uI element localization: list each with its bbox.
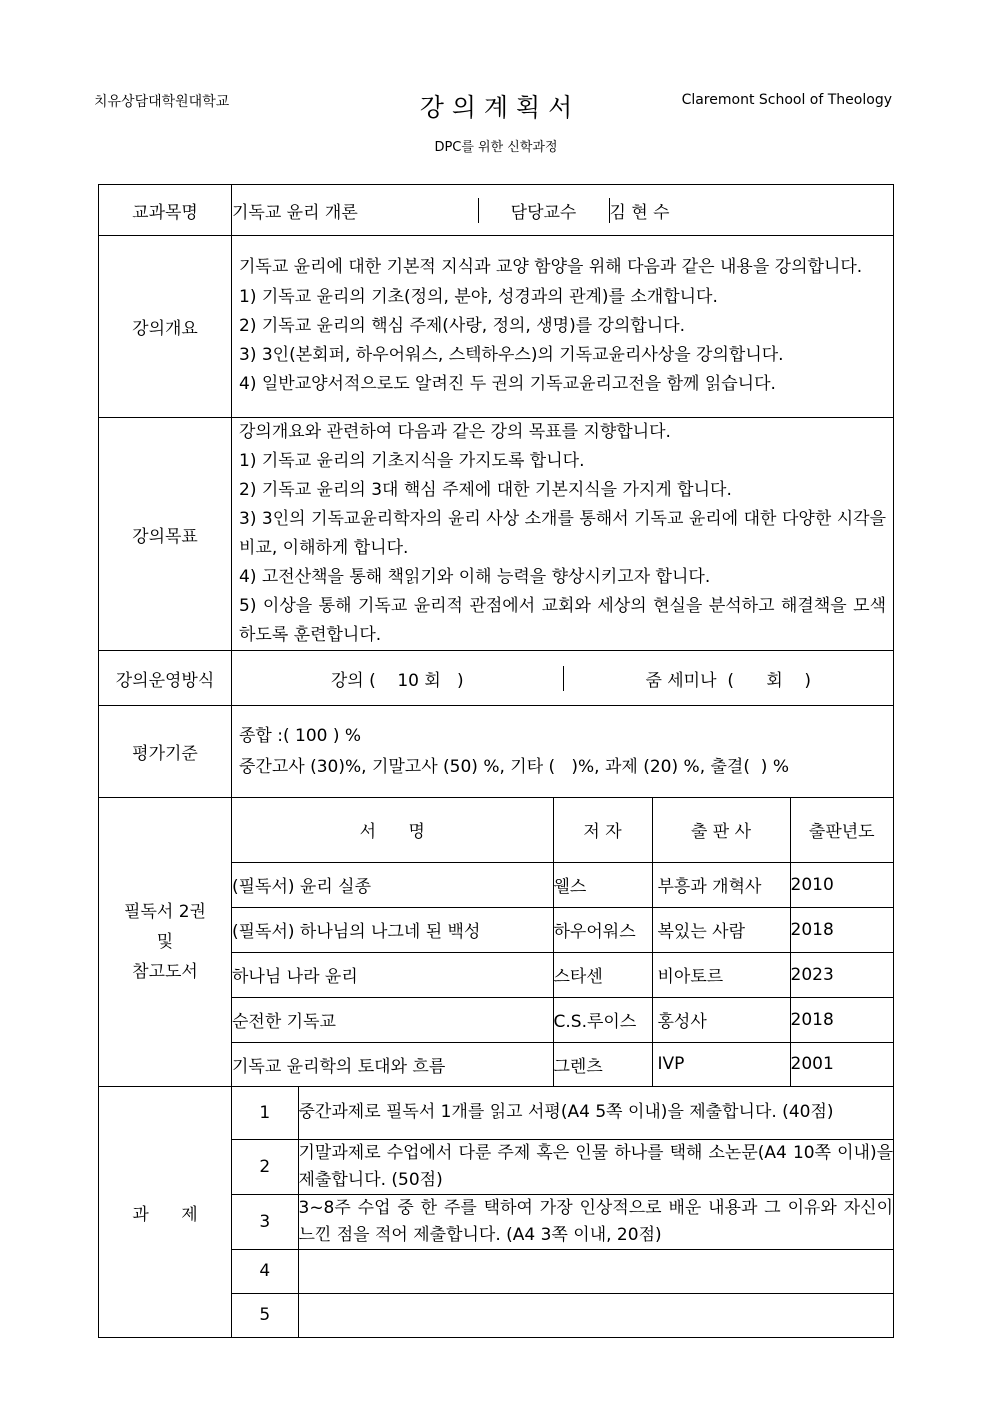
page-title: 강 의 계 획 서 [419, 93, 573, 122]
school-name: 치유상담대학원대학교 [94, 94, 230, 110]
table-row [232, 952, 893, 997]
lecture-count: 강의 ( 10 회 ) [232, 666, 563, 691]
books-header-author: 저 자 [553, 798, 652, 862]
book-author: 하우어워스 [553, 907, 652, 952]
overview-label: 강의개요 [99, 236, 232, 418]
professor-label: 담당교수 [478, 198, 609, 223]
book-publisher: 비아토르 [652, 952, 790, 997]
assignment-text [298, 1249, 893, 1293]
method-row [232, 666, 893, 691]
table-row [232, 1087, 893, 1139]
overview-content [232, 250, 893, 402]
assignment-number: 1 [232, 1087, 298, 1139]
book-title: (필독서) 하나님의 나그네 된 백성 [232, 907, 553, 952]
goals-intro: 강의개요와 관련하여 다음과 같은 강의 목표를 지향합니다. [239, 422, 671, 442]
evaluation-label: 평가기준 [99, 706, 232, 798]
book-year: 2023 [790, 952, 893, 997]
book-title: (필독서) 윤리 실종 [232, 862, 553, 907]
books-table [232, 798, 893, 1086]
book-year: 2001 [790, 1042, 893, 1086]
book-publisher: IVP [652, 1042, 790, 1086]
table-row [232, 1194, 893, 1249]
assignments-label: 과 제 [99, 1087, 232, 1338]
assignment-text [298, 1293, 893, 1337]
table-row [232, 1139, 893, 1194]
course-info-row [232, 198, 893, 223]
book-publisher: 부흥과 개혁사 [652, 862, 790, 907]
overview-intro: 기독교 윤리에 대한 기본적 지식과 교양 함양을 위해 다음과 같은 내용을 강의합니다. [239, 257, 863, 278]
assignment-number: 2 [232, 1139, 298, 1194]
books-label-line: 및 [156, 932, 174, 952]
assignments-table [232, 1087, 893, 1337]
book-year: 2018 [790, 907, 893, 952]
book-title: 기독교 윤리학의 토대와 흐름 [232, 1042, 553, 1086]
overview-item: 1) 기독교 윤리의 기초(정의, 분야, 성경과의 관계)를 소개합니다. [239, 286, 718, 307]
assignment-text: 중간과제로 필독서 1개를 읽고 서평(A4 5쪽 이내)을 제출합니다. (40점) [298, 1087, 893, 1139]
goal-item: 3) 3인의 기독교윤리학자의 윤리 사상 소개를 통해서 기독교 윤리에 대한 다양한 시각을 비교, 이해하게 합니다. [239, 509, 886, 558]
table-row [232, 1042, 893, 1086]
book-year: 2010 [790, 862, 893, 907]
assignment-number: 3 [232, 1194, 298, 1249]
evaluation-total: 종합 :( 100 ) % [239, 725, 362, 746]
books-header-title: 서 명 [232, 798, 553, 862]
goal-item: 5) 이상을 통해 기독교 윤리적 관점에서 교회와 세상의 현실을 분석하고 해결책을 모색하도록 훈련합니다. [239, 596, 886, 645]
overview-item: 4) 일반교양서적으로도 알려진 두 권의 기독교윤리고전을 함께 읽습니다. [239, 374, 776, 395]
book-author: 스타센 [553, 952, 652, 997]
evaluation-content [232, 718, 893, 786]
assignment-number: 4 [232, 1249, 298, 1293]
assignment-text: 3~8주 수업 중 한 주를 택하여 가장 인상적으로 배운 내용과 그 이유와 자신이 느낀 점을 적어 제출합니다. (A4 3쪽 이내, 20점) [298, 1194, 893, 1249]
books-label-line: 참고도서 [132, 962, 198, 982]
table-row [232, 997, 893, 1042]
table-row [232, 907, 893, 952]
table-row [232, 1293, 893, 1337]
book-author: 그렌츠 [553, 1042, 652, 1086]
book-title: 하나님 나라 윤리 [232, 952, 553, 997]
book-author: 웰스 [553, 862, 652, 907]
book-author: C.S.루이스 [553, 997, 652, 1042]
book-publisher: 복있는 사람 [652, 907, 790, 952]
course-name-label: 교과목명 [99, 185, 232, 236]
goal-item: 4) 고전산책을 통해 책읽기와 이해 능력을 향상시키고자 합니다. [239, 567, 711, 587]
table-row [232, 1249, 893, 1293]
zoom-seminar-count: 줌 세미나 ( 회 ) [563, 666, 893, 691]
course-name: 기독교 윤리 개론 [232, 198, 478, 223]
institution-name: Claremont School of Theology [681, 92, 892, 108]
books-label-line: 필독서 2권 [124, 902, 206, 922]
book-publisher: 홍성사 [652, 997, 790, 1042]
overview-item: 3) 3인(본회퍼, 하우어워스, 스텍하우스)의 기독교윤리사상을 강의합니다. [239, 345, 784, 366]
method-label: 강의운영방식 [99, 651, 232, 706]
evaluation-breakdown: 중간고사 (30)%, 기말고사 (50) %, 기타 ( )%, 과제 (20) %, 출결( ) % [239, 756, 789, 777]
syllabus-table [98, 184, 894, 1338]
goals-label: 강의목표 [99, 418, 232, 651]
books-header-year: 출판년도 [790, 798, 893, 862]
overview-item: 2) 기독교 윤리의 핵심 주제(사랑, 정의, 생명)를 강의합니다. [239, 315, 686, 336]
assignment-text: 기말과제로 수업에서 다룬 주제 혹은 인물 하나를 택해 소논문(A4 10쪽 이내)을 제출합니다. (50점) [298, 1139, 893, 1194]
table-row [232, 862, 893, 907]
professor-name: 김 현 수 [609, 198, 893, 223]
page-subtitle: DPC를 위한 신학과정 [434, 140, 558, 155]
books-label [99, 798, 232, 1087]
books-header-publisher: 출 판 사 [652, 798, 790, 862]
goals-content [232, 418, 893, 650]
book-year: 2018 [790, 997, 893, 1042]
book-title: 순전한 기독교 [232, 997, 553, 1042]
goal-item: 1) 기독교 윤리의 기초지식을 가지도록 합니다. [239, 451, 585, 471]
goal-item: 2) 기독교 윤리의 3대 핵심 주제에 대한 기본지식을 가지게 합니다. [239, 480, 732, 500]
assignment-number: 5 [232, 1293, 298, 1337]
